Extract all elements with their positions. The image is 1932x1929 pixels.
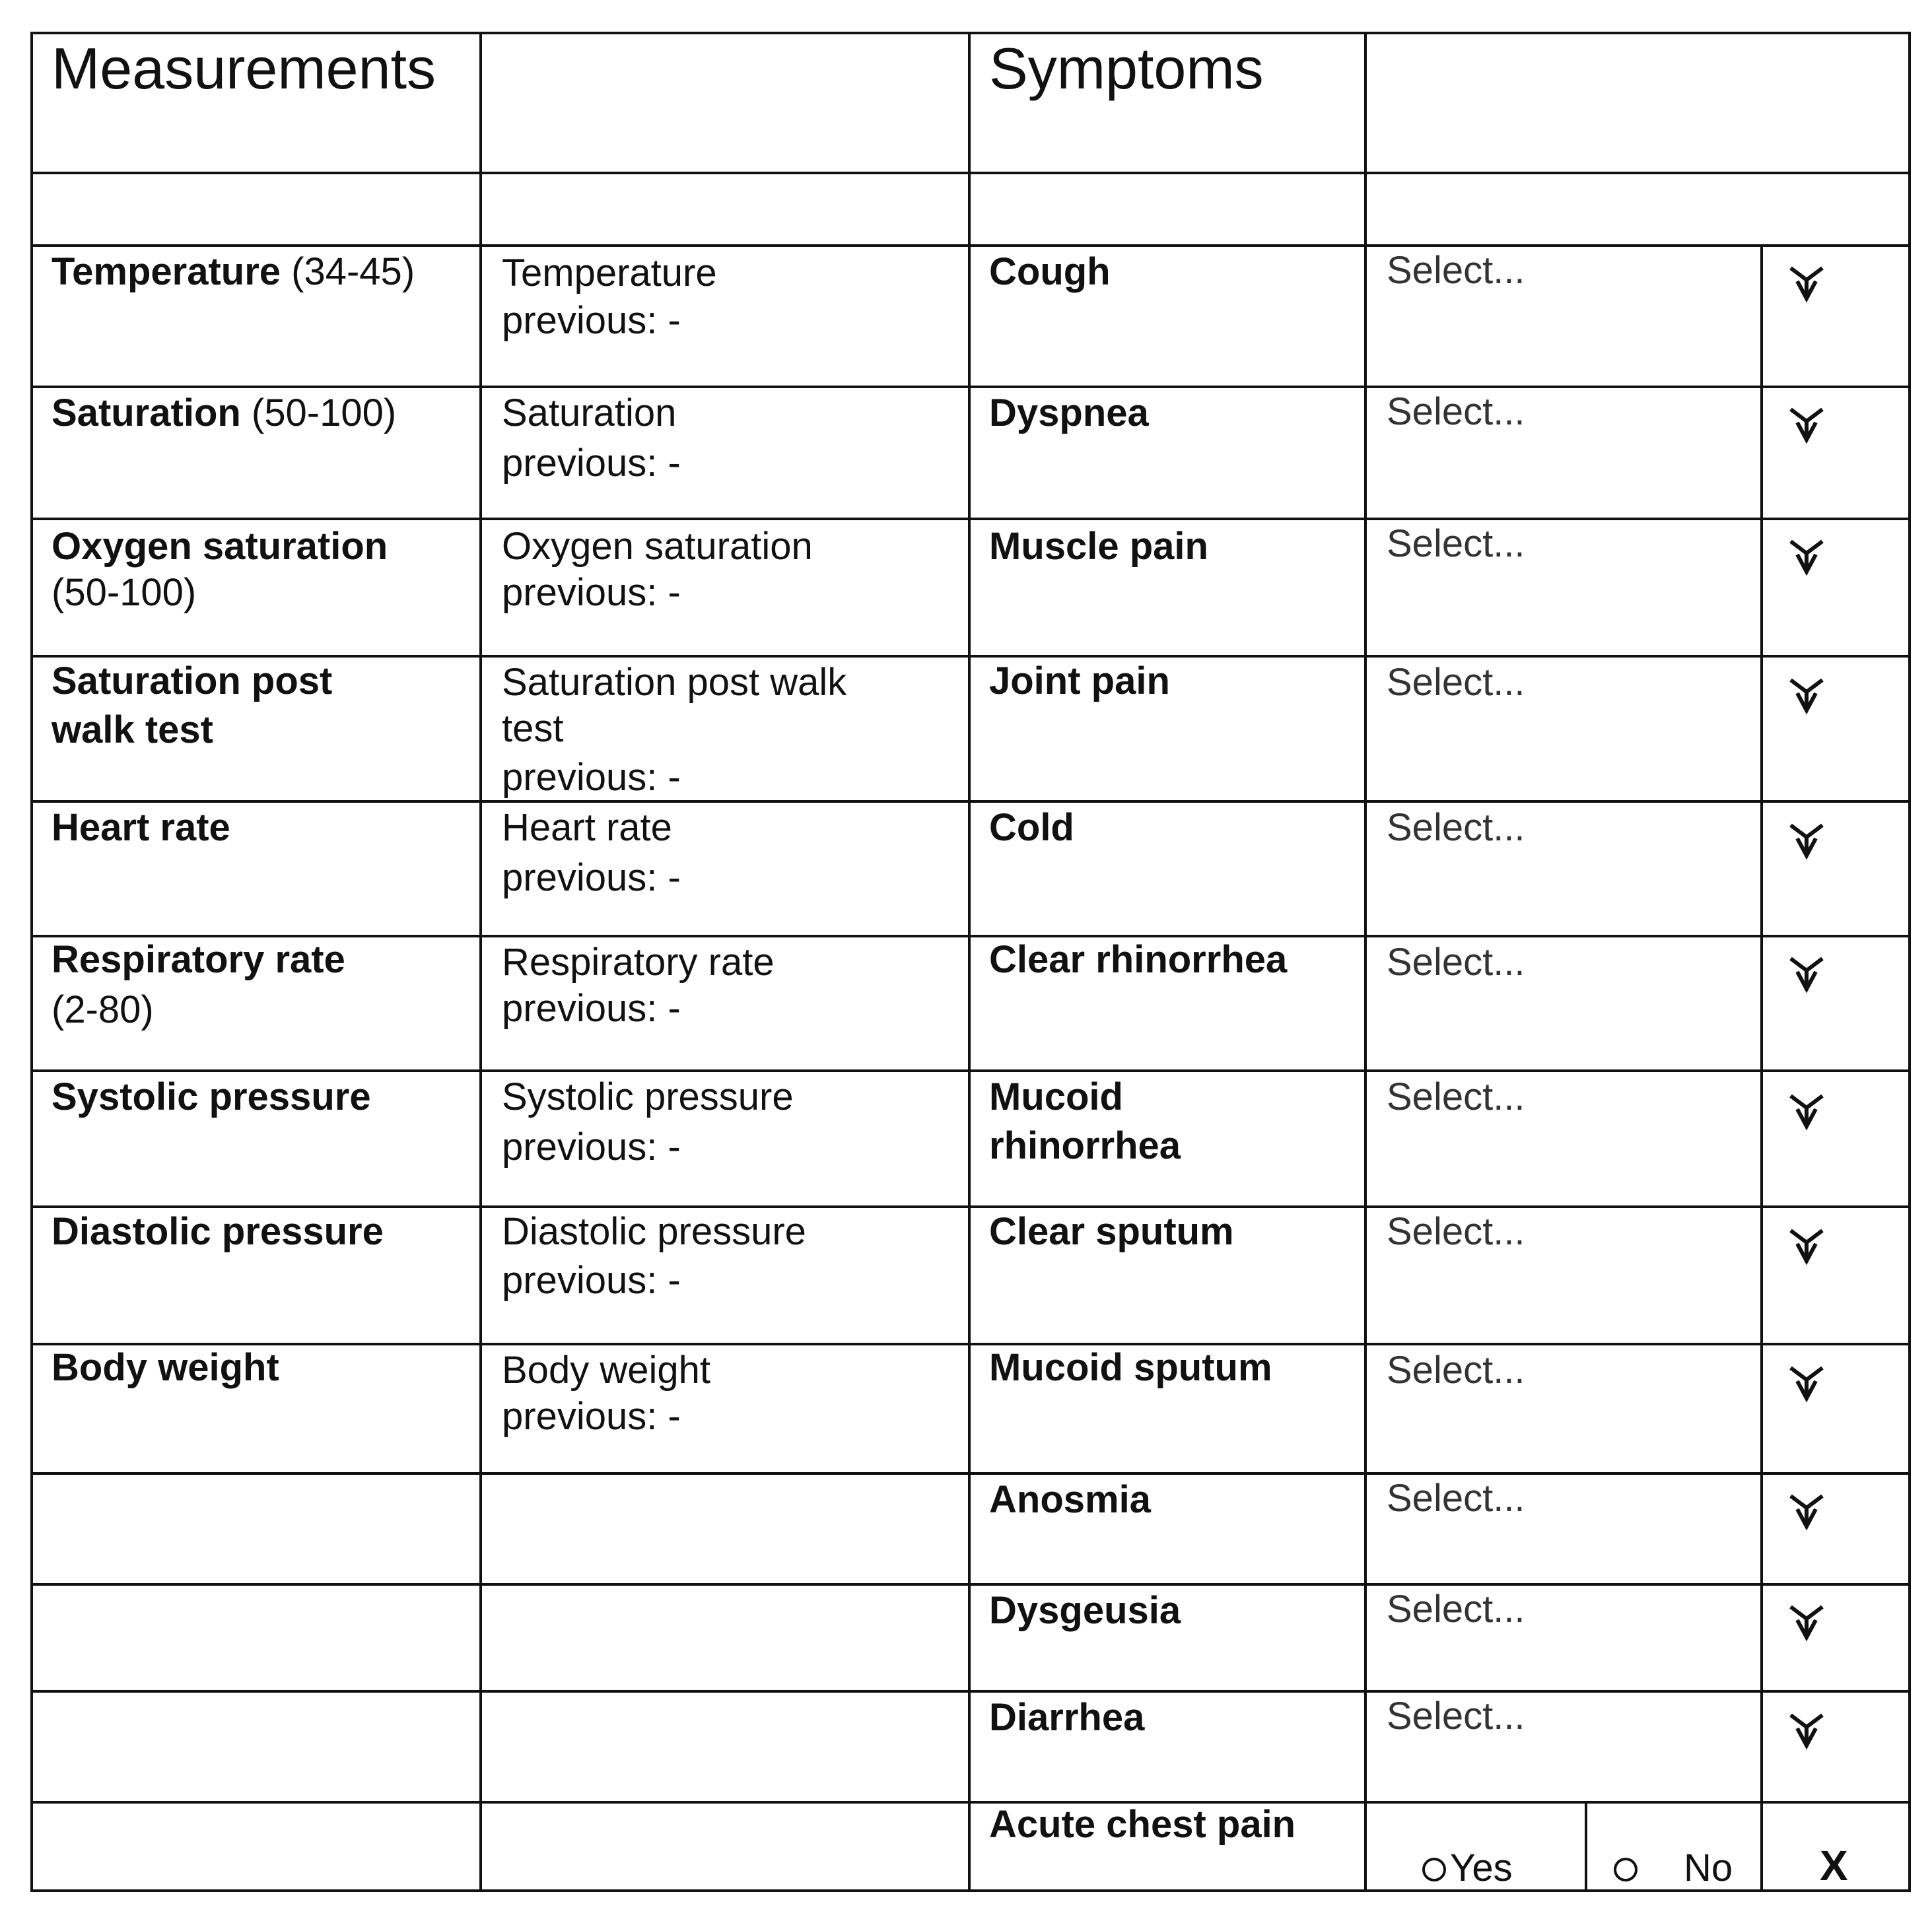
symptom-label: Diarrhea	[989, 1696, 1145, 1739]
measurement-label: Systolic pressure	[52, 1075, 371, 1118]
symptom-label: Joint pain	[989, 660, 1170, 702]
measurement-label: Oxygen saturation	[52, 525, 388, 568]
chevron-down-icon	[1787, 1361, 1826, 1404]
symptom-label: Clear rhinorrhea	[989, 938, 1288, 981]
systolic-pressure-input[interactable]	[482, 1072, 968, 1205]
dysgeusia-select[interactable]	[1367, 1586, 1908, 1690]
symptom-label: Clear sputum	[989, 1210, 1234, 1253]
input-placeholder: test	[502, 707, 564, 750]
symptom-label: rhinorrhea	[989, 1124, 1181, 1167]
saturation-input[interactable]	[482, 388, 968, 518]
saturation-post-walk-input[interactable]	[482, 658, 968, 800]
chevron-down-icon	[1787, 1089, 1826, 1132]
previous-value: previous: -	[502, 442, 681, 485]
chevron-down-icon	[1787, 261, 1826, 304]
previous-value: previous: -	[502, 756, 681, 799]
cold-select[interactable]	[1367, 803, 1908, 935]
select-value: Select...	[1387, 1210, 1525, 1253]
measurement-label: Body weight	[52, 1346, 279, 1389]
select-value: Select...	[1387, 249, 1525, 292]
previous-value: previous: -	[502, 1126, 681, 1168]
select-value: Select...	[1387, 806, 1525, 849]
input-placeholder: Heart rate	[502, 806, 672, 849]
radio-icon	[1422, 1858, 1446, 1881]
chevron-down-icon	[1787, 1709, 1826, 1751]
input-placeholder: Diastolic pressure	[502, 1210, 806, 1253]
chest-pain-yes-radio[interactable]	[1406, 1842, 1552, 1895]
input-placeholder: Saturation post walk	[502, 661, 847, 704]
measurement-range: (2-80)	[52, 988, 154, 1031]
measurements-title: Measurements	[52, 36, 436, 101]
input-placeholder: Oxygen saturation	[502, 525, 813, 568]
symptom-label: Muscle pain	[989, 525, 1208, 568]
radio-icon	[1614, 1858, 1638, 1881]
measurement-label: Saturation post	[52, 660, 333, 702]
measurement-range: (50-100)	[52, 571, 197, 614]
previous-value: previous: -	[502, 571, 681, 614]
chevron-down-icon	[1787, 1224, 1826, 1266]
column-divider	[968, 32, 971, 1892]
select-value: Select...	[1387, 1477, 1525, 1520]
select-value: Select...	[1387, 522, 1525, 565]
measurement-label: Diastolic pressure	[52, 1210, 384, 1253]
chest-pain-no-radio[interactable]	[1598, 1842, 1750, 1895]
input-placeholder: Respiratory rate	[502, 941, 775, 984]
select-value: Select...	[1387, 1695, 1525, 1738]
measurement-label: Temperature (34-45)	[52, 250, 415, 293]
measurement-label: Respiratory rate	[52, 938, 345, 981]
radio-label-yes: Yes	[1450, 1846, 1513, 1889]
measurement-label: Heart rate	[52, 806, 230, 849]
cough-select[interactable]	[1367, 247, 1908, 386]
select-value: Select...	[1387, 1349, 1525, 1392]
temperature-input[interactable]	[482, 247, 968, 386]
chevron-down-icon	[1787, 403, 1826, 445]
mucoid-rhinorrhea-select[interactable]	[1367, 1072, 1908, 1205]
previous-value: previous: -	[502, 1395, 681, 1438]
input-placeholder: Body weight	[502, 1349, 710, 1392]
chevron-down-icon	[1787, 819, 1826, 861]
diastolic-pressure-input[interactable]	[482, 1208, 968, 1343]
select-value: Select...	[1387, 941, 1525, 984]
chevron-down-icon	[1787, 952, 1826, 994]
previous-value: previous: -	[502, 299, 681, 342]
body-weight-input[interactable]	[482, 1345, 968, 1472]
column-divider	[1585, 1801, 1587, 1892]
measurement-label: Saturation (50-100)	[52, 391, 397, 434]
symptom-label: Mucoid sputum	[989, 1346, 1272, 1389]
input-placeholder: Saturation	[502, 391, 677, 434]
symptom-label: Cough	[989, 250, 1111, 293]
symptom-label: Mucoid	[989, 1075, 1123, 1118]
previous-value: previous: -	[502, 1259, 681, 1302]
chest-pain-label: Acute chest pain	[989, 1803, 1296, 1846]
symptom-label: Anosmia	[989, 1478, 1151, 1521]
chevron-down-icon	[1787, 673, 1826, 716]
symptoms-title: Symptoms	[989, 36, 1264, 101]
select-value: Select...	[1387, 661, 1525, 704]
clear-rhinorrhea-select[interactable]	[1367, 937, 1908, 1069]
previous-value: previous: -	[502, 987, 681, 1030]
clear-sputum-select[interactable]	[1367, 1208, 1908, 1343]
chevron-down-icon	[1787, 1489, 1826, 1532]
previous-value: previous: -	[502, 856, 681, 899]
select-value: Select...	[1387, 1588, 1525, 1631]
input-placeholder: Systolic pressure	[502, 1075, 794, 1118]
input-placeholder: Temperature	[502, 252, 717, 294]
select-value: Select...	[1387, 390, 1525, 433]
respiratory-rate-input[interactable]	[482, 937, 968, 1069]
mucoid-sputum-select[interactable]	[1367, 1345, 1908, 1472]
oxygen-saturation-input[interactable]	[482, 520, 968, 655]
joint-pain-select[interactable]	[1367, 658, 1908, 800]
symptom-label: Cold	[989, 806, 1074, 849]
diarrhea-select[interactable]	[1367, 1693, 1908, 1801]
measurement-label: walk test	[52, 708, 213, 751]
chevron-down-icon	[1787, 535, 1826, 577]
row-divider	[30, 1801, 1911, 1804]
symptom-label: Dyspnea	[989, 391, 1149, 434]
row-divider	[30, 172, 1911, 174]
radio-label-no: No	[1684, 1846, 1733, 1889]
dyspnea-select[interactable]	[1367, 388, 1908, 518]
select-value: Select...	[1387, 1075, 1525, 1118]
chevron-down-icon	[1787, 1600, 1826, 1642]
muscle-pain-select[interactable]	[1367, 520, 1908, 655]
heart-rate-input[interactable]	[482, 803, 968, 935]
anosmia-select[interactable]	[1367, 1475, 1908, 1583]
symptom-label: Dysgeusia	[989, 1589, 1181, 1632]
clear-selection-button[interactable]: X	[1820, 1842, 1848, 1889]
